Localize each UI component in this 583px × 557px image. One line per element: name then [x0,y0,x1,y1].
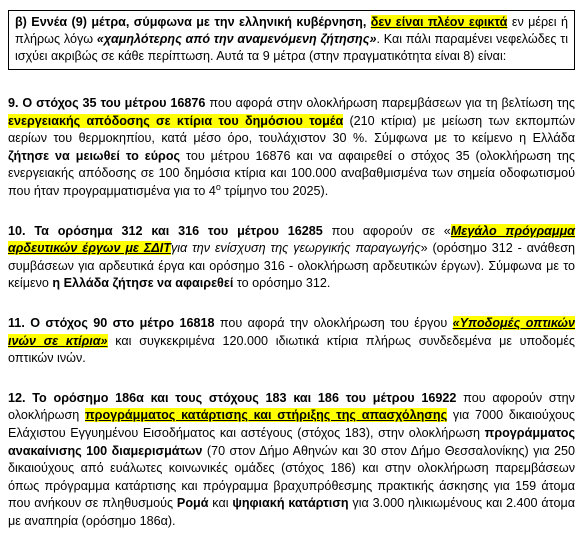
intro-quote: «χαμηλότερης από την αναμενόμενη ζήτησης» [96,32,377,46]
item-11-text: που αφορά την ολοκλήρωση του έργου [214,315,453,330]
intro-text-end: . Και πάλι παραμένει νεφελώδες τι ισχύει ακριβώς σε κάθε περίπτωση. Αυτά τα 9 μέτρα (στην πραγματικότητα είναι 8) είναι: [15,32,568,63]
item-9-text-2: (210 κτίρια) με μείωση των εκπομπών αερίων του θερμοκηπίου, κατά μέσο όρο, τουλάχιστον 30 %. Σύμφωνα με το κείμενο η Ελλάδα [8,113,575,146]
item-9-bold: ζήτησε να μειωθεί το εύρος [8,148,181,163]
item-9-highlight: ενεργειακής απόδοσης σε κτίρια του δημόσιου τομέα [8,113,344,128]
item-9-text-3: του μέτρου 16876 και να αφαιρεθεί ο στόχος 35 (ολοκλήρωση της ενεργειακής απόδοσης σε 100 δημόσια κτίρια και 100.000 αναβαθμισμένα των σημεία οδοφωτισμού που ήταν προγραμματισμένα για το 4 [8,148,575,198]
intro-box [8,10,575,70]
item-10-text-2: » (ορόσημο 312 - ανάθεση συμβάσεων για αρδευτικά έργα και ορόσημο 316 - ολοκλήρωση αρδευτικών έργων). Σύμφωνα με το κείμενο [8,241,575,291]
item-12-text-4: και [208,496,233,511]
item-10-text: που αφορούν σε « [322,223,451,238]
item-10 [8,223,575,293]
item-10-lead: 10. Τα ορόσημα 312 και 316 του μέτρου 16285 [8,223,323,238]
item-10-text-3: το ορόσημο 312. [233,276,331,291]
item-12-highlight: προγράμματος κατάρτισης και στήριξης της απασχόλησης [85,408,448,423]
item-12 [8,390,575,531]
item-9-text-4: τρίμηνο του 2025). [220,183,329,198]
item-11 [8,315,575,368]
intro-highlight: δεν είναι πλέον εφικτά [370,15,508,29]
document-page [8,10,575,530]
item-12-bold-digital: ψηφιακή κατάρτιση [232,496,349,511]
item-10-bold: η Ελλάδα ζήτησε να αφαιρεθεί [52,276,234,291]
item-11-lead: 11. Ο στόχος 90 στο μέτρο 16818 [8,315,215,330]
item-12-text-3: (70 στον Δήμο Αθηνών και 30 στον Δήμο Θεσσαλονίκης) για 250 δικαιούχους από ευάλωτες κοινωνικές ομάδες (στόχος 186) και στην ολοκλήρωση παρεμβάσεων όπως πρόγραμμα κατάρτισης και πρόγραμμα βραχυπρόθεσμης πρακτικής άσκησης για 159 άτομα που ανήκουν σε πληθυσμούς [8,443,576,511]
item-9-lead: 9. Ο στόχος 35 του μέτρου 16876 [8,96,206,110]
item-12-bold: προγράμματος ανακαίνισης 100 διαμερισμάτων [8,425,575,458]
item-11-highlight: «Υποδομές οπτικών ινών σε κτίρια» [8,315,576,348]
intro-lead: β) Εννέα (9) μέτρα, σύμφωνα με την ελληνική κυβέρνηση, [15,15,367,29]
item-12-bold-roma: Ρομά [176,496,209,511]
item-9-text: που αφορά στην ολοκλήρωση παρεμβάσεων για τη βελτίωση της [205,96,576,110]
item-10-highlight: Μεγάλο πρόγραμμα αρδευτικών έργων με ΣΔΙΤ [8,223,575,256]
item-12-lead: 12. Το ορόσημο 186α και τους στόχους 183 και 186 του μέτρου 16922 [8,390,457,405]
item-9 [8,95,575,201]
item-10-italic: για την ενίσχυση της γεωργικής παραγωγής [170,241,421,256]
item-9-sup: ο [215,181,221,192]
item-12-text: που αφορούν στην ολοκλήρωση [8,390,575,423]
intro-text: εν μέρει ή πλήρως λόγω [15,15,569,46]
item-12-text-2: για 7000 δικαιούχους Ελάχιστου Εγγυημένου Εισοδήματος και αστέγους (στόχος 183), στην ολοκλήρωση [8,408,575,440]
item-11-text-2: και συγκεκριμένα 120.000 ιδιωτικά κτίρια πλήρως συνδεδεμένα με υποδομές οπτικών ινών. [8,333,576,366]
item-12-text-5: για 3.000 ηλικιωμένους και 2.400 άτομα με αναπηρία (ορόσημο 186α). [8,496,575,528]
